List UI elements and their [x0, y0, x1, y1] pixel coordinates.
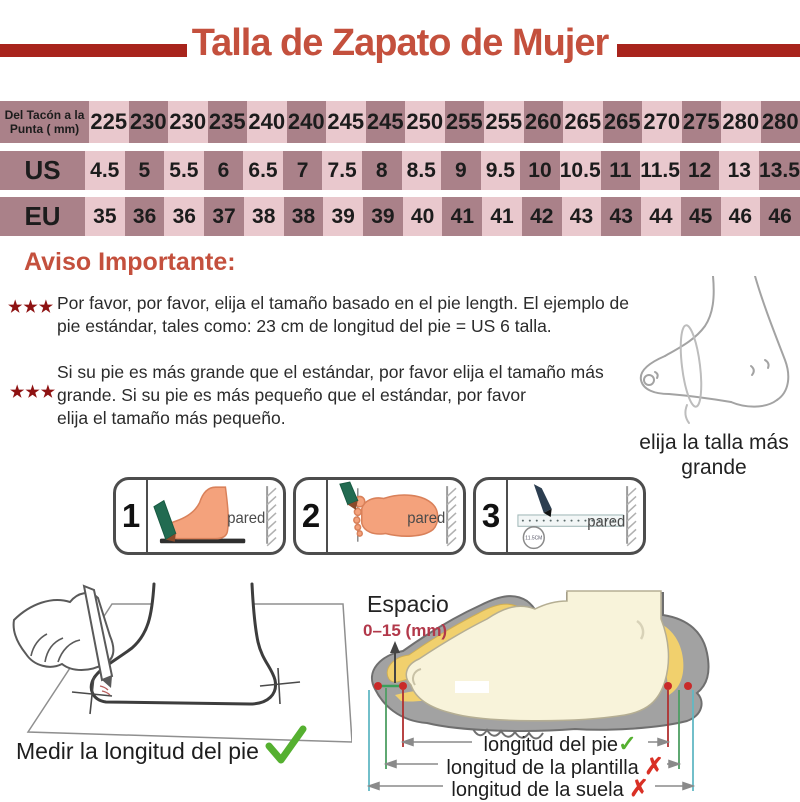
size-cell: 36	[164, 197, 204, 236]
size-cell: 39	[323, 197, 363, 236]
size-cell: 10	[520, 151, 560, 190]
espacio-range: 0–15 (mm)	[363, 621, 447, 641]
size-cell: 230	[129, 101, 169, 143]
dim-label: longitud del pie	[484, 734, 619, 756]
size-cell: 9.5	[481, 151, 521, 190]
notice-heading: Aviso Importante:	[24, 248, 236, 277]
size-cell: 6.5	[243, 151, 283, 190]
size-cell: 46	[760, 197, 800, 236]
size-cell: 240	[247, 101, 287, 143]
notice-text-1-line1: Por favor, por favor, elija el tamaño basado en el pie length. El ejemplo de	[57, 292, 707, 315]
size-cell: 45	[681, 197, 721, 236]
size-cell: 11.5	[640, 151, 680, 190]
size-cell: 4.5	[85, 151, 125, 190]
size-cell: 245	[366, 101, 406, 143]
size-cell: 255	[484, 101, 524, 143]
size-table-row	[0, 197, 800, 236]
step3-illustration	[508, 480, 643, 552]
size-cell: 5.5	[164, 151, 204, 190]
row-label: EU	[0, 197, 85, 236]
size-table-row	[0, 101, 800, 143]
step-box-1	[113, 477, 286, 555]
measure-caption: Medir la longitud del pie	[16, 738, 259, 765]
size-cell: 38	[284, 197, 324, 236]
size-cell: 280	[721, 101, 761, 143]
size-cell: 36	[125, 197, 165, 236]
size-cell: 37	[204, 197, 244, 236]
size-cell: 260	[524, 101, 564, 143]
check-icon	[263, 722, 309, 768]
size-cell: 280	[761, 101, 800, 143]
size-cell: 11	[601, 151, 641, 190]
size-cell: 7.5	[322, 151, 362, 190]
size-cell: 35	[85, 197, 125, 236]
size-cell: 43	[601, 197, 641, 236]
stars-icon: ★★★	[8, 297, 54, 317]
cross-icon: ✗	[629, 775, 648, 801]
wall-label: pared	[227, 510, 265, 527]
notice-text-2-line3: elija el tamaño más pequeño.	[57, 407, 687, 430]
size-cell: 250	[405, 101, 445, 143]
size-cell: 6	[204, 151, 244, 190]
wall-label: pared	[407, 510, 445, 527]
size-cell: 265	[603, 101, 643, 143]
page-title: Talla de Zapato de Mujer	[0, 22, 800, 65]
wall-label: pared	[587, 513, 625, 530]
notice-text-1-line2: pie estándar, tales como: 23 cm de longitud del pie = US 6 talla.	[57, 315, 707, 338]
size-cell: 270	[642, 101, 682, 143]
size-cell: 46	[721, 197, 761, 236]
size-cell: 9	[441, 151, 481, 190]
size-cell: 245	[326, 101, 366, 143]
size-cell: 41	[482, 197, 522, 236]
size-cell: 13	[719, 151, 759, 190]
size-cell: 43	[562, 197, 602, 236]
ruler-measure-value: 11.5CM	[525, 536, 542, 542]
notice-text-1	[57, 292, 707, 338]
cross-icon: ✗	[644, 753, 663, 779]
size-cell: 40	[403, 197, 443, 236]
size-table	[0, 101, 800, 243]
stars-icon: ★★★	[10, 382, 56, 402]
measure-steps	[113, 477, 646, 555]
size-cell: 13.5	[759, 151, 800, 190]
step-number: 1	[116, 480, 148, 552]
row-label: US	[0, 151, 85, 190]
size-cell: 10.5	[560, 151, 601, 190]
size-cell: 44	[641, 197, 681, 236]
size-cell: 7	[283, 151, 323, 190]
dim-label: longitud de la plantilla	[446, 757, 638, 779]
step-box-2	[293, 477, 466, 555]
size-cell: 275	[682, 101, 722, 143]
size-cell: 12	[680, 151, 720, 190]
size-cell: 235	[208, 101, 248, 143]
size-cell: 255	[445, 101, 485, 143]
fit-diagram	[355, 585, 800, 800]
size-cell: 41	[442, 197, 482, 236]
size-cell: 225	[89, 101, 129, 143]
step-number: 2	[296, 480, 328, 552]
size-cell: 230	[168, 101, 208, 143]
row-label: Del Tacón a la Punta ( mm)	[0, 101, 89, 143]
dim-sole-length	[345, 775, 755, 802]
foot-sketch-caption: elija la talla más grande	[628, 431, 800, 481]
dim-label: longitud de la suela	[451, 779, 623, 801]
notice-text-2-line2: grande. Si su pie es más pequeño que el estándar, por favor	[57, 384, 687, 407]
size-cell: 8	[362, 151, 402, 190]
size-table-row	[0, 151, 800, 190]
size-cell: 5	[125, 151, 165, 190]
check-icon: ✓	[618, 731, 636, 756]
size-cell: 8.5	[402, 151, 442, 190]
size-cell: 265	[563, 101, 603, 143]
foot-tape-sketch	[633, 276, 800, 432]
size-cell: 42	[522, 197, 562, 236]
step1-illustration	[148, 480, 283, 552]
size-cell: 240	[287, 101, 327, 143]
notice-text-2	[57, 361, 687, 430]
size-cell: 38	[244, 197, 284, 236]
step-box-3	[473, 477, 646, 555]
step2-illustration	[328, 480, 463, 552]
size-cell: 39	[363, 197, 403, 236]
espacio-label: Espacio	[367, 591, 449, 618]
notice-text-2-line1: Si su pie es más grande que el estándar, por favor elija el tamaño más	[57, 361, 687, 384]
step-number: 3	[476, 480, 508, 552]
